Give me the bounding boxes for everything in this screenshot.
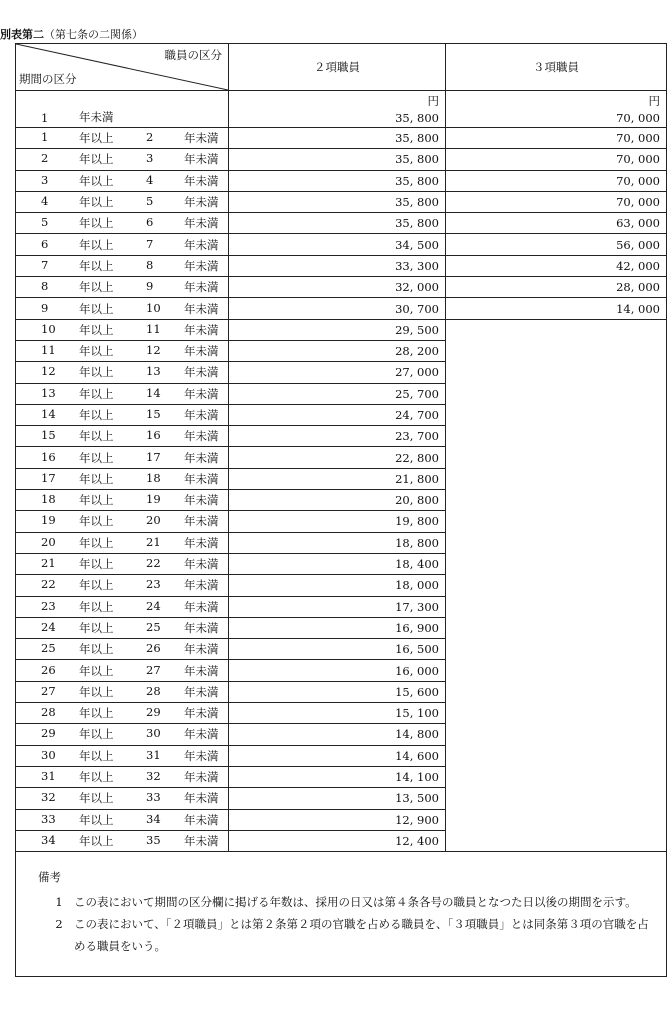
period-to-label: 年未満 <box>184 663 219 678</box>
amount-cell-type2: 16, 000 <box>229 660 446 681</box>
note-number: 1 <box>55 895 63 910</box>
period-to: 15 <box>146 407 161 421</box>
period-from: 4 <box>41 194 49 209</box>
period-cell <box>16 213 229 234</box>
yen-unit: 円 <box>427 94 439 108</box>
period-from-label: 年以上 <box>79 152 114 167</box>
amount-cell-type3: 14, 000 <box>446 298 667 319</box>
amount-cell-type2: 15, 100 <box>229 703 446 724</box>
amount-cell-type2: 17, 300 <box>229 596 446 617</box>
period-to: 7 <box>146 236 154 251</box>
period-to-label: 年未満 <box>184 280 219 295</box>
period-to: 28 <box>146 683 161 698</box>
period-to: 27 <box>146 662 161 677</box>
period-from: 7 <box>41 257 49 272</box>
period-to: 13 <box>146 364 161 379</box>
period-cell <box>16 191 229 212</box>
period-cell <box>16 703 229 724</box>
period-from-label: 年以上 <box>79 748 114 763</box>
amount-cell-type2: 21, 800 <box>229 468 446 489</box>
amount-cell-type2: 35, 800 <box>229 191 446 212</box>
period-to: 6 <box>146 215 154 230</box>
period-from: 8 <box>41 279 49 294</box>
amount-cell-type2: 34, 500 <box>229 234 446 255</box>
period-from-label: 年以上 <box>79 535 114 550</box>
amount-cell-type2: 35, 800 <box>229 170 446 191</box>
period-to-label: 年未満 <box>184 727 219 742</box>
period-to: 2 <box>146 130 154 145</box>
period-to: 8 <box>146 257 154 272</box>
period-to-label: 年未満 <box>184 386 219 401</box>
amount-cell-type3: 70, 000 <box>446 170 667 191</box>
period-to-label: 年未満 <box>184 365 219 380</box>
period-cell <box>16 766 229 787</box>
period-to: 14 <box>146 385 161 400</box>
col-header-type2: ２項職員 <box>229 44 446 91</box>
period-to: 18 <box>146 470 161 485</box>
period-to: 31 <box>146 747 161 762</box>
period-cell <box>16 830 229 851</box>
period-from-label: 年以上 <box>79 663 114 678</box>
period-to: 29 <box>146 705 161 720</box>
amount-cell-type2: 35, 800 <box>229 149 446 170</box>
period-to-label: 年未満 <box>184 152 219 167</box>
table-row <box>16 213 667 234</box>
period-cell <box>16 91 229 128</box>
period-to: 26 <box>146 641 161 656</box>
period-cell <box>16 340 229 361</box>
notes-row <box>16 852 667 977</box>
note-number: 2 <box>55 917 63 932</box>
period-from: 29 <box>41 726 56 741</box>
table-row <box>16 149 667 170</box>
table-row <box>16 128 667 149</box>
period-cell <box>16 553 229 574</box>
amount-cell-type2: 16, 500 <box>229 639 446 660</box>
period-from: 22 <box>41 577 56 592</box>
period-from-label: 年以上 <box>79 493 114 508</box>
period-cell <box>16 681 229 702</box>
table-row <box>16 319 667 340</box>
period-from: 15 <box>41 428 56 443</box>
period-from: 28 <box>41 705 56 720</box>
amount-cell-type3: 63, 000 <box>446 213 667 234</box>
amount-cell-type2: 28, 200 <box>229 340 446 361</box>
period-cell <box>16 639 229 660</box>
amount-cell-type2: 16, 900 <box>229 617 446 638</box>
period-to: 9 <box>146 279 154 294</box>
note-text: この表において、「２項職員」とは第２条第２項の官職を占める職員を、「３項職員」とは同条第３項の官職を占める職員をいう。 <box>74 917 649 954</box>
period-to-label: 年未満 <box>184 578 219 593</box>
period-from-label: 年以上 <box>79 727 114 742</box>
period-from-label: 年以上 <box>79 557 114 572</box>
period-from: 20 <box>41 534 56 549</box>
table-row <box>16 255 667 276</box>
period-from: 27 <box>41 683 56 698</box>
period-cell <box>16 234 229 255</box>
amount-cell-type2: 14, 100 <box>229 766 446 787</box>
period-from-label: 年以上 <box>79 322 114 337</box>
period-cell <box>16 468 229 489</box>
period-to: 30 <box>146 726 161 741</box>
amount-cell-type3: 56, 000 <box>446 234 667 255</box>
table-row <box>16 170 667 191</box>
period-cell <box>16 383 229 404</box>
yen-unit: 円 <box>648 94 660 108</box>
period-to: 35 <box>146 832 161 847</box>
period-from: 19 <box>41 513 56 528</box>
col-header-type3: ３項職員 <box>446 44 667 91</box>
period-from-label: 年以上 <box>79 620 114 635</box>
period-from: 16 <box>41 449 56 464</box>
amount-cell-type2: 29, 500 <box>229 319 446 340</box>
amount-value: 35, 800 <box>395 111 439 125</box>
period-from-label: 年以上 <box>79 770 114 785</box>
period-to: 34 <box>146 811 161 826</box>
period-from: 25 <box>41 641 56 656</box>
period-to-label: 年未満 <box>184 173 219 188</box>
amount-cell-type2: 14, 600 <box>229 745 446 766</box>
amount-cell-type2: 12, 400 <box>229 830 446 851</box>
period-to: 25 <box>146 619 161 634</box>
amount-cell-type2: 32, 000 <box>229 277 446 298</box>
period-cell <box>16 426 229 447</box>
amount-cell-type2 <box>229 91 446 128</box>
period-from-label: 年以上 <box>79 791 114 806</box>
period-cell <box>16 362 229 383</box>
period-cell <box>16 170 229 191</box>
period-to-label: 年未満 <box>184 599 219 614</box>
period-to-label: 年未満 <box>184 514 219 529</box>
period-from-label: 年以上 <box>79 812 114 827</box>
period-cell <box>16 404 229 425</box>
period-cell <box>16 255 229 276</box>
period-cell <box>16 575 229 596</box>
period-from-label: 年以上 <box>79 280 114 295</box>
period-cell <box>16 596 229 617</box>
period-cell <box>16 447 229 468</box>
period-to: 21 <box>146 534 161 549</box>
period-cell <box>16 745 229 766</box>
note-item <box>38 891 656 913</box>
period-to-label: 年未満 <box>184 684 219 699</box>
amount-cell-type2: 18, 000 <box>229 575 446 596</box>
period-from-label: 年以上 <box>79 471 114 486</box>
period-to-label: 年未満 <box>184 471 219 486</box>
notes-cell <box>16 852 667 977</box>
period-to-label: 年未満 <box>184 535 219 550</box>
period-from: 18 <box>41 492 56 507</box>
period-from-label: 年以上 <box>79 429 114 444</box>
period-to: 19 <box>146 492 161 507</box>
period-to: 5 <box>146 194 154 209</box>
period-to: 3 <box>146 151 154 166</box>
period-to-label: 年未満 <box>184 770 219 785</box>
amount-cell-type2: 19, 800 <box>229 511 446 532</box>
amount-cell-type3: 70, 000 <box>446 128 667 149</box>
empty-cell-type3 <box>446 319 667 851</box>
period-from-label: 年以上 <box>79 642 114 657</box>
period-to-label: 年未満 <box>184 216 219 231</box>
period-cell <box>16 298 229 319</box>
period-cell <box>16 532 229 553</box>
amount-cell-type3: 28, 000 <box>446 277 667 298</box>
period-to-label: 年未満 <box>184 131 219 146</box>
period-to-label: 年未満 <box>184 748 219 763</box>
period-from: 34 <box>41 832 56 847</box>
period-from-label: 年以上 <box>79 216 114 231</box>
period-to-label: 年未満 <box>184 620 219 635</box>
caption-title: 別表第二 <box>0 28 44 41</box>
period-from-label: 年以上 <box>79 365 114 380</box>
period-cell <box>16 788 229 809</box>
period-cell <box>16 128 229 149</box>
period-to-label: 年未満 <box>184 344 219 359</box>
period-cell <box>16 809 229 830</box>
period-from: 9 <box>41 300 49 315</box>
period-from: 21 <box>41 556 56 571</box>
period-to: 10 <box>146 300 161 315</box>
amount-cell-type2: 15, 600 <box>229 681 446 702</box>
period-from: 26 <box>41 662 56 677</box>
amount-cell-type2: 35, 800 <box>229 128 446 149</box>
period-from-label: 年以上 <box>79 301 114 316</box>
period-to-label: 年未満 <box>184 237 219 252</box>
amount-cell-type2: 12, 900 <box>229 809 446 830</box>
note-item <box>38 913 656 957</box>
period-from-label: 年以上 <box>79 386 114 401</box>
period-from-label: 年以上 <box>79 344 114 359</box>
amount-cell-type3 <box>446 91 667 128</box>
period-to-label: 年未満 <box>184 195 219 210</box>
period-to: 33 <box>146 790 161 805</box>
period-cell <box>16 724 229 745</box>
period-from-label: 年以上 <box>79 684 114 699</box>
table-row <box>16 191 667 212</box>
period-to-label: 年未満 <box>184 493 219 508</box>
amount-cell-type3: 42, 000 <box>446 255 667 276</box>
period-from: 14 <box>41 407 56 421</box>
amount-cell-type2: 27, 000 <box>229 362 446 383</box>
period-to-label: 年未満 <box>184 791 219 806</box>
amount-cell-type2: 23, 700 <box>229 426 446 447</box>
period-from-label: 年以上 <box>79 706 114 721</box>
period-to: 23 <box>146 577 161 592</box>
period-cell <box>16 660 229 681</box>
period-from: 23 <box>41 598 56 613</box>
amount-cell-type2: 35, 800 <box>229 213 446 234</box>
period-from-label: 年以上 <box>79 450 114 465</box>
period-to-label: 年未満 <box>184 706 219 721</box>
period-cell <box>16 617 229 638</box>
period-to-label: 年未満 <box>184 258 219 273</box>
period-from: 1 <box>41 111 49 125</box>
amount-cell-type2: 30, 700 <box>229 298 446 319</box>
period-from: 17 <box>41 470 56 485</box>
period-from: 32 <box>41 790 56 805</box>
period-from-label: 年以上 <box>79 599 114 614</box>
amount-value: 70, 000 <box>616 111 660 125</box>
period-from-label: 年未満 <box>79 110 114 124</box>
amount-cell-type2: 33, 300 <box>229 255 446 276</box>
period-from: 5 <box>41 215 49 230</box>
period-to-label: 年未満 <box>184 408 219 422</box>
period-to: 22 <box>146 556 161 571</box>
period-to-label: 年未満 <box>184 429 219 444</box>
period-category-label: 期間の区分 <box>19 72 77 86</box>
table-row <box>16 277 667 298</box>
amount-cell-type3: 70, 000 <box>446 191 667 212</box>
period-to-label: 年未満 <box>184 812 219 827</box>
period-from: 24 <box>41 619 56 634</box>
amount-cell-type2: 20, 800 <box>229 490 446 511</box>
period-to: 11 <box>146 321 161 336</box>
amount-cell-type2: 22, 800 <box>229 447 446 468</box>
period-from-label: 年以上 <box>79 833 114 848</box>
period-from-label: 年以上 <box>79 514 114 529</box>
amount-cell-type2: 24, 700 <box>229 404 446 425</box>
period-to-label: 年未満 <box>184 642 219 657</box>
period-cell <box>16 490 229 511</box>
period-from-label: 年以上 <box>79 578 114 593</box>
period-from-label: 年以上 <box>79 131 114 146</box>
period-to-label: 年未満 <box>184 833 219 848</box>
period-to-label: 年未満 <box>184 450 219 465</box>
amount-cell-type2: 18, 400 <box>229 553 446 574</box>
caption-reference: （第七条の二関係） <box>44 28 143 41</box>
period-from: 10 <box>41 321 56 336</box>
amount-cell-type3: 70, 000 <box>446 149 667 170</box>
allowance-table <box>15 43 667 977</box>
period-to-label: 年未満 <box>184 301 219 316</box>
period-cell <box>16 277 229 298</box>
period-to: 12 <box>146 343 161 358</box>
table-row <box>16 234 667 255</box>
notes-title: 備考 <box>38 870 61 885</box>
period-from-label: 年以上 <box>79 173 114 188</box>
period-from: 33 <box>41 811 56 826</box>
period-to-label: 年未満 <box>184 322 219 337</box>
period-to: 20 <box>146 513 161 528</box>
period-from: 13 <box>41 385 56 400</box>
period-to: 32 <box>146 769 161 784</box>
period-from-label: 年以上 <box>79 195 114 210</box>
period-cell <box>16 511 229 532</box>
period-from: 2 <box>41 151 49 166</box>
period-cell <box>16 319 229 340</box>
period-to: 4 <box>146 172 154 187</box>
period-from: 1 <box>41 130 49 145</box>
period-from-label: 年以上 <box>79 408 114 422</box>
period-from-label: 年以上 <box>79 237 114 252</box>
diagonal-header-cell <box>16 44 229 91</box>
note-text: この表において期間の区分欄に掲げる年数は、採用の日又は第４条各号の職員となつた日以後の期間を示す。 <box>74 895 637 910</box>
amount-cell-type2: 13, 500 <box>229 788 446 809</box>
period-from: 3 <box>41 172 49 187</box>
period-from-label: 年以上 <box>79 258 114 273</box>
period-to: 24 <box>146 598 161 613</box>
header-row <box>16 44 667 91</box>
period-from: 30 <box>41 747 56 762</box>
table-caption <box>0 28 143 42</box>
staff-category-label: 職員の区分 <box>164 48 222 62</box>
table-row <box>16 91 667 128</box>
period-to-label: 年未満 <box>184 557 219 572</box>
period-cell <box>16 149 229 170</box>
period-from: 12 <box>41 364 56 379</box>
amount-cell-type2: 18, 800 <box>229 532 446 553</box>
period-from: 11 <box>41 343 56 358</box>
period-from: 31 <box>41 769 56 784</box>
table-row <box>16 298 667 319</box>
period-to: 17 <box>146 449 161 464</box>
amount-cell-type2: 14, 800 <box>229 724 446 745</box>
period-to: 16 <box>146 428 161 443</box>
period-from: 6 <box>41 236 49 251</box>
amount-cell-type2: 25, 700 <box>229 383 446 404</box>
notes <box>16 866 666 957</box>
